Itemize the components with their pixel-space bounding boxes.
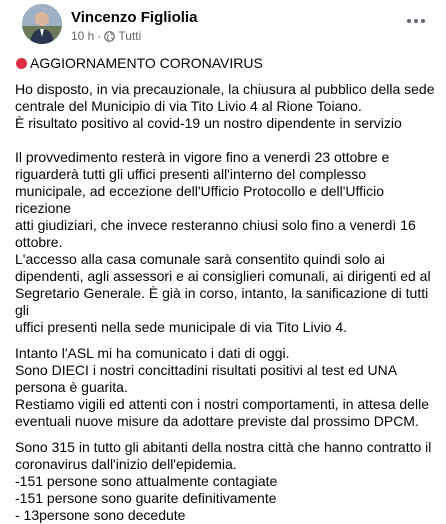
text-line: atti giudiziari, che invece resteranno chiusi solo fino a venerdì 16 [15, 217, 416, 233]
post-meta [71, 29, 141, 43]
text-line: persona è guarita. [15, 379, 128, 395]
post-time[interactable]: 10 h [71, 29, 95, 43]
text-line: eventuali nuove misure da adottare previste dal prossimo DPCM. [15, 413, 419, 429]
text-line: -151 persone sono guarite definitivamente [15, 490, 277, 506]
text-line: Restiamo vigili ed attenti con i nostri comportamenti, in attesa delle [15, 396, 429, 412]
post-body [15, 55, 436, 524]
meta-separator: · [97, 29, 102, 43]
text-line: ottobre. [15, 234, 63, 250]
text-line: Segretario Generale. È già in corso, intanto, la sanificazione di tutti gli [15, 285, 429, 318]
text-line: uffici presenti nella sede municipale di via Tito Livio 4. [15, 319, 348, 335]
paragraph-gap [15, 430, 436, 439]
text-line: riguarderà tutti gli uffici presenti all'interno del complesso [15, 166, 367, 182]
text-line: Il provvedimento resterà in vigore fino a venerdì 23 ottobre e [15, 149, 390, 165]
text-line: È risultato positivo al covid-19 un nostro dipendente in servizio [15, 115, 402, 131]
author-name[interactable]: Vincenzo Figliolia [71, 9, 198, 26]
avatar-photo [22, 4, 62, 44]
text-line: coronavirus dall'inizio dell'epidemia. [15, 456, 237, 472]
text-line: centrale del Municipio di via Tito Livio 4 al Rione Toiano. [15, 98, 362, 114]
headline-text: AGGIORNAMENTO CORONAVIRUS [30, 55, 263, 71]
globe-icon[interactable] [104, 31, 115, 42]
text-line: L'accesso alla casa comunale sarà consentito quindi solo ai [15, 251, 386, 267]
paragraph-gap [15, 132, 436, 149]
avatar[interactable] [22, 4, 62, 44]
red-circle-icon [16, 58, 27, 69]
text-line: Sono DIECI i nostri concittadini risultati positivi al test ed UNA [15, 362, 398, 378]
text-line: -151 persone sono attualmente contagiate [15, 473, 278, 489]
post-header [15, 0, 436, 48]
text-line: Intanto l'ASL mi ha comunicato i dati di oggi. [15, 345, 290, 361]
post-headline [15, 55, 436, 72]
text-line: dipendenti, agli assessori e ai consiglieri comunali, ai dirigenti ed al [15, 268, 431, 284]
more-options-icon[interactable] [404, 14, 428, 28]
paragraph-gap [15, 336, 436, 345]
text-line: Ho disposto, in via precauzionale, la chiusura al pubblico della sede [15, 81, 435, 97]
audience-label: Tutti [118, 29, 142, 43]
text-line: municipale, ad eccezione dell'Ufficio Protocollo e dell'Ufficio ricezione [15, 183, 385, 216]
text-line: - 13persone sono decedute [15, 507, 186, 523]
text-line: Sono 315 in tutto gli abitanti della nostra città che hanno contratto il [15, 439, 432, 455]
